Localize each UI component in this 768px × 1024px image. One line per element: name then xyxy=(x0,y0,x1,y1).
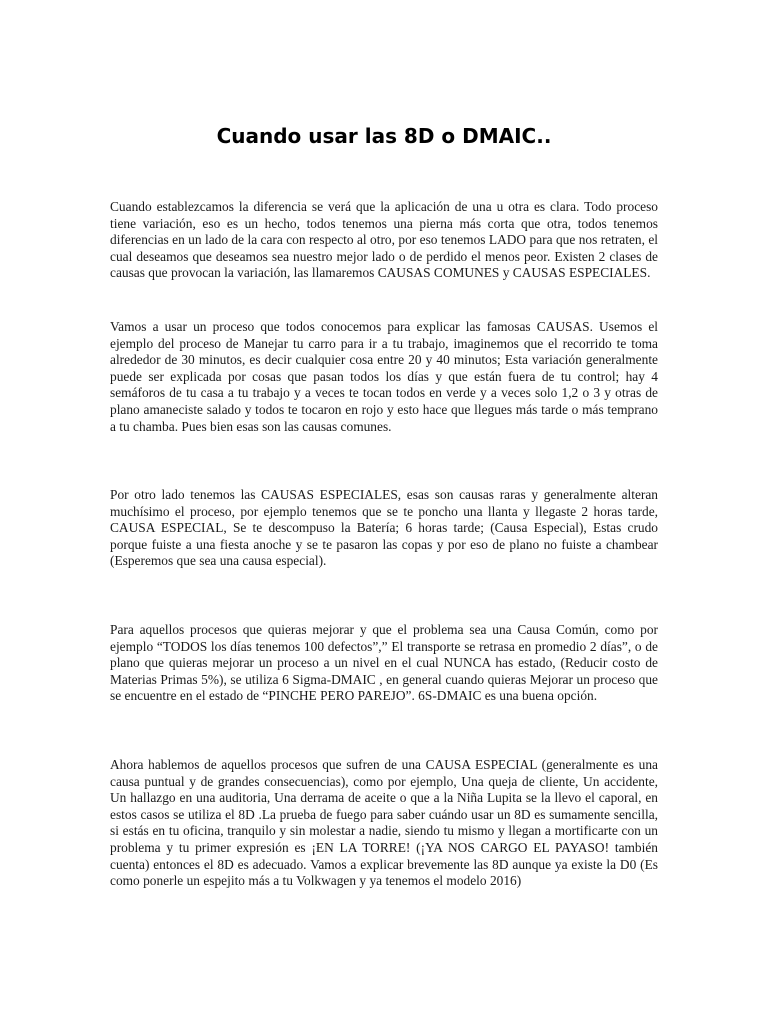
paragraph-intro-variation: Cuando establezcamos la diferencia se verá que la aplicación de una u otra es clara. Todo proceso tiene variación, eso es un hecho, todos tenemos una pierna más corta que otra, todos tenemos diferencias en un lado de la cara con respecto al otro, por eso tenemos LADO para que nos retraten, el cual deseamos que deseamos sea nuestro mejor lado o de perdido el menos peor. Existen 2 clases de causas que provocan la variación, las llamaremos CAUSAS COMUNES y CAUSAS ESPECIALES. xyxy=(110,199,658,281)
paragraph-8d-usage: Ahora hablemos de aquellos procesos que sufren de una CAUSA ESPECIAL (generalmente es una causa puntual y de grandes consecuencias), como por ejemplo, Una queja de cliente, Un accidente, Un hallazgo en una auditoria, Una derrama de aceite o que a la Niña Lupita se la llevo el caporal, en estos casos se utiliza el 8D .La prueba de fuego para saber cuándo usar un 8D es sumamente sencilla, si estás en tu oficina, tranquilo y sin molestar a nadie, siendo tu mismo y llegan a mortificarte con un problema y tu primer expresión es ¡EN LA TORRE! (¡YA NOS CARGO EL PAYASO! también cuenta) entonces el 8D es adecuado. Vamos a explicar brevemente las 8D aunque ya existe la D0 (Es como ponerle un espejito más a tu Volkwagen y ya tenemos el modelo 2016) xyxy=(110,757,658,889)
paragraph-common-causes: Vamos a usar un proceso que todos conocemos para explicar las famosas CAUSAS. Usemos el ejemplo del proceso de Manejar tu carro para ir a tu trabajo, imaginemos que el recorrido te toma alrededor de 30 minutos, es decir cualquier cosa entre 20 y 40 minutos; Esta variación generalmente puede ser explicada por cosas que pasan todos los días y que están fuera de tu control; hay 4 semáforos de tu casa a tu trabajo y a veces te tocan todos en verde y a veces solo 1,2 o 3 y otras de plano amaneciste salado y todos te tocaron en rojo y esto hace que llegues más tarde o más temprano a tu chamba. Pues bien esas son las causas comunes. xyxy=(110,319,658,434)
document-title: Cuando usar las 8D o DMAIC.. xyxy=(216,124,552,148)
paragraph-dmaic-usage: Para aquellos procesos que quieras mejorar y que el problema sea una Causa Común, como por ejemplo “TODOS los días tenemos 100 defectos”,” El transporte se retrasa en promedio 2 días”, o de plano que quieras mejorar un proceso a un nivel en el cual NUNCA has estado, (Reducir costo de Materias Primas 5%), se utiliza 6 Sigma-DMAIC , en general cuando quieras Mejorar un proceso que se encuentre en el estado de “PINCHE PERO PAREJO”. 6S-DMAIC es una buena opción. xyxy=(110,622,658,704)
paragraph-special-causes: Por otro lado tenemos las CAUSAS ESPECIALES, esas son causas raras y generalmente alteran muchísimo el proceso, por ejemplo tenemos que se te poncho una llanta y llegaste 2 horas tarde, CAUSA ESPECIAL, Se te descompuso la Batería; 6 horas tarde; (Causa Especial), Estas crudo porque fuiste a una fiesta anoche y se te pasaron las copas y por eso de plano no fuiste a chambear (Esperemos que sea una causa especial). xyxy=(110,487,658,569)
